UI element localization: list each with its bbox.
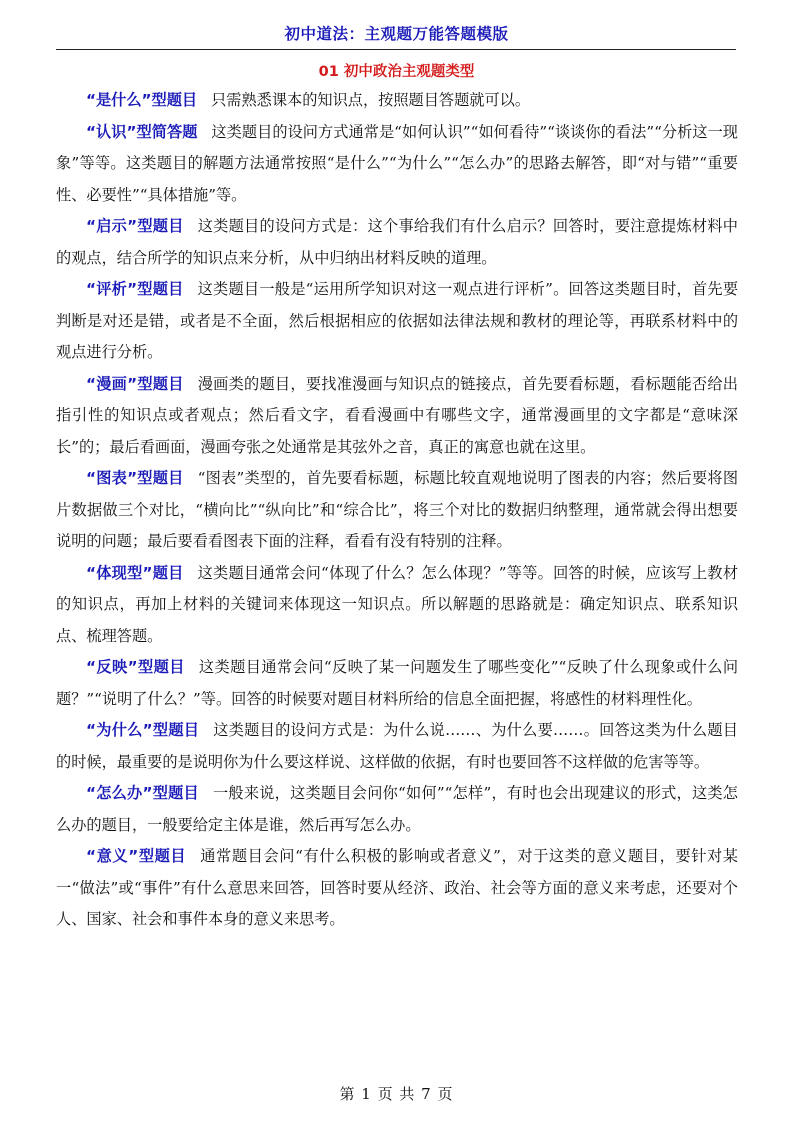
question-type-description: 这类题目一般是“运用所学知识对这一观点进行评析”。回答这类题目时，首先要判断是对还是错，或者是不全面，然后根据相应的依据如法律法规和教材的理论等，再联系材料中的观点进行分析。 (56, 280, 739, 361)
document-title: 初中道法：主观题万能答题模版 (284, 25, 509, 43)
list-item (56, 841, 738, 936)
list-item (56, 715, 738, 778)
page-number: 第 1 页 共 7 页 (339, 1085, 454, 1103)
list-item (56, 778, 738, 841)
list-item (56, 369, 738, 464)
question-type-description: 这类题目的设问方式通常是“如何认识”“如何看待”“谈谈你的看法”“分析这一现象”等等。这类题目的解题方法通常按照“是什么”“为什么”“怎么办”的思路去解答，即“对与错”“重要性、必要性”“具体措施”等。 (56, 122, 738, 204)
question-type-description: 这类题目的设问方式是：为什么说……、为什么要……。回答这类为什么题目的时候，最重要的是说明你为什么要这样说、这样做的依据，有时也要回答不这样做的危害等等。 (56, 721, 738, 771)
question-type-description: 这类题目的设问方式是：这个事给我们有什么启示？回答时，要注意提炼材料中的观点，结合所学的知识点来分析，从中归纳出材料反映的道理。 (56, 217, 738, 267)
question-type-term: “评析”型题目 (86, 280, 184, 298)
question-type-term: “怎么办”型题目 (86, 784, 199, 802)
question-type-term: “图表”型题目 (86, 469, 184, 487)
question-type-description: 这类题目通常会问“反映了某一问题发生了哪些变化”“反映了什么现象或什么问题？”“说明了什么？”等。回答的时候要对题目材料所给的信息全面把握，将感性的材料理性化。 (56, 658, 739, 708)
question-type-description: 这类题目通常会问“体现了什么？怎么体现？”等等。回答的时候，应该写上教材的知识点，再加上材料的关键词来体现这一知识点。所以解题的思路就是：确定知识点、联系知识点、梳理答题。 (56, 563, 739, 645)
question-type-term: “反映”型题目 (86, 658, 185, 676)
question-type-term: “体现型”题目 (86, 563, 184, 582)
list-item (56, 117, 738, 212)
question-type-description: “图表”类型的，首先要看标题，标题比较直观地说明了图表的内容；然后要将图片数据做三个对比，“横向比”“纵向比”和“综合比”，将三个对比的数据归纳整理，通常就会得出想要说明的问题；最后要看看图表下面的注释，看看有没有特别的注释。 (56, 469, 739, 550)
question-type-term: “认识”型简答题 (86, 122, 198, 141)
question-type-list (56, 85, 738, 936)
section-heading: 01 初中政治主观题类型 (318, 64, 475, 80)
question-type-term: “启示”型题目 (86, 217, 184, 235)
list-item (56, 274, 738, 369)
question-type-term: “漫画”型题目 (86, 374, 184, 393)
list-item (56, 558, 738, 653)
question-type-description: 一般来说，这类题目会问你“如何”“怎样”，有时也会出现建议的形式，这类怎么办的题目，一般要给定主体是谁，然后再写怎么办。 (56, 784, 738, 834)
list-item (56, 463, 738, 558)
list-item (56, 85, 738, 117)
question-type-description: 通常题目会问“有什么积极的影响或者意义”，对于这类的意义题目，要针对某一“做法”或“事件”有什么意思来回答，回答时要从经济、政治、社会等方面的意义来考虑，还要对个人、国家、社会和事件本身的意义来思考。 (56, 847, 738, 928)
question-type-description: 只需熟悉课本的知识点，按照题目答题就可以。 (211, 91, 531, 109)
question-type-description: 漫画类的题目，要找准漫画与知识点的链接点，首先要看标题，看标题能否给出指引性的知识点或者观点；然后看文字，看看漫画中有哪些文字，通常漫画里的文字都是“意味深长”的；最后看画面，漫画夸张之处通常是其弦外之音，真正的寓意也就在这里。 (56, 374, 738, 456)
header-divider (56, 49, 736, 50)
list-item (56, 652, 738, 715)
question-type-term: “是什么”型题目 (86, 91, 198, 109)
list-item (56, 211, 738, 274)
question-type-term: “为什么”型题目 (86, 721, 200, 739)
question-type-term: “意义”型题目 (86, 847, 187, 865)
